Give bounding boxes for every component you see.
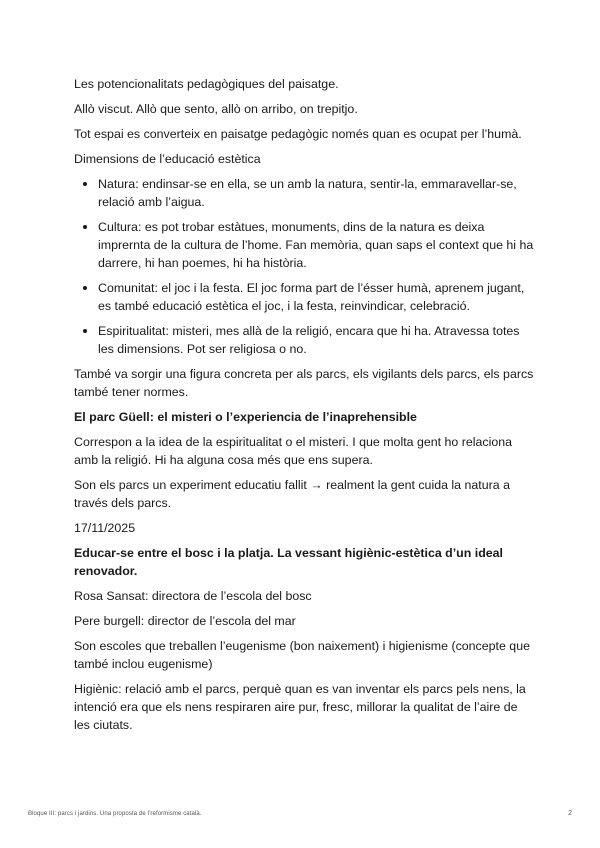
park-guards-paragraph: També va sorgir una figura concreta per als parcs, els vigilants dels parcs, els parcs també tener normes. — [74, 367, 534, 399]
pere-burgell-line: Pere burgell: director de l’escola del mar — [74, 614, 296, 628]
footer-title: Bloque III: parcs i jardins. Una proposta de l’reformisme català. — [28, 811, 202, 817]
page-number: 2 — [568, 810, 572, 817]
spirituality-paragraph: Correspon a la idea de la espiritualitat o el misteri. I que molta gent ho relaciona amb la religió. Hi ha alguna cosa més que ens supera. — [74, 435, 513, 467]
date-line: 17/11/2025 — [74, 521, 136, 535]
rosa-sansat-line: Rosa Sansat: directora de l’escola del bosc — [74, 589, 312, 603]
experiment-paragraph: Son els parcs un experiment educatiu fallit → realment la gent cuida la natura a través dels parcs. — [74, 478, 510, 510]
hygiene-paragraph: Higiènic: relació amb el parcs, perquè quan es van inventar els parcs pels nens, la intenció era que els nens respiraren aire pur, fresc, millorar la qualitat de l’aire de les ciutats. — [74, 682, 526, 732]
lived-experience-line: Allò viscut. Allò que sento, allò on arribo, on trepitjo. — [74, 102, 358, 116]
list-item: Cultura: es pot trobar estàtues, monuments, dins de la natura es deixa imprernta de la cultura de l’home. Fan memòria, quan saps el context que hi ha darrere, hi han poemes, hi ha història. — [98, 220, 534, 270]
section-heading-bosc-platja: Educar-se entre el bosc i la platja. La vessant higiènic-estètica d’un ideal renovador. — [74, 546, 504, 578]
space-paragraph: Tot espai es converteix en paisatge pedagògic només quan es ocupat per l’humà. — [74, 127, 522, 141]
eugenics-paragraph: Son escoles que treballen l’eugenisme (bon naixement) i higienisme (concepte que també inclou eugenisme) — [74, 639, 530, 671]
dimensions-list — [74, 175, 534, 358]
list-item: Natura: endinsar-se en ella, se un amb la natura, sentir-la, emmaravellar-se, relació amb l’aigua. — [96, 175, 534, 211]
list-item: Comunitat: el joc i la festa. El joc forma part de l’ésser humà, aprenem jugant, es també educació estètica el joc, i la festa, reinvindicar, celebració. — [96, 279, 534, 315]
intro-line: Les potencionalitats pedagògiques del paisatge. — [74, 77, 339, 91]
dimensions-heading: Dimensions de l’educació estètica — [74, 152, 261, 166]
list-item: Espiritualitat: misteri, mes allà de la religió, encara que hi ha. Atravessa totes les dimensions. Pot ser religiosa o no. — [96, 322, 534, 358]
document-page — [74, 75, 534, 741]
section-heading-parc-guell: El parc Güell: el misteri o l’experiencia de l’inaprehensible — [74, 410, 417, 424]
